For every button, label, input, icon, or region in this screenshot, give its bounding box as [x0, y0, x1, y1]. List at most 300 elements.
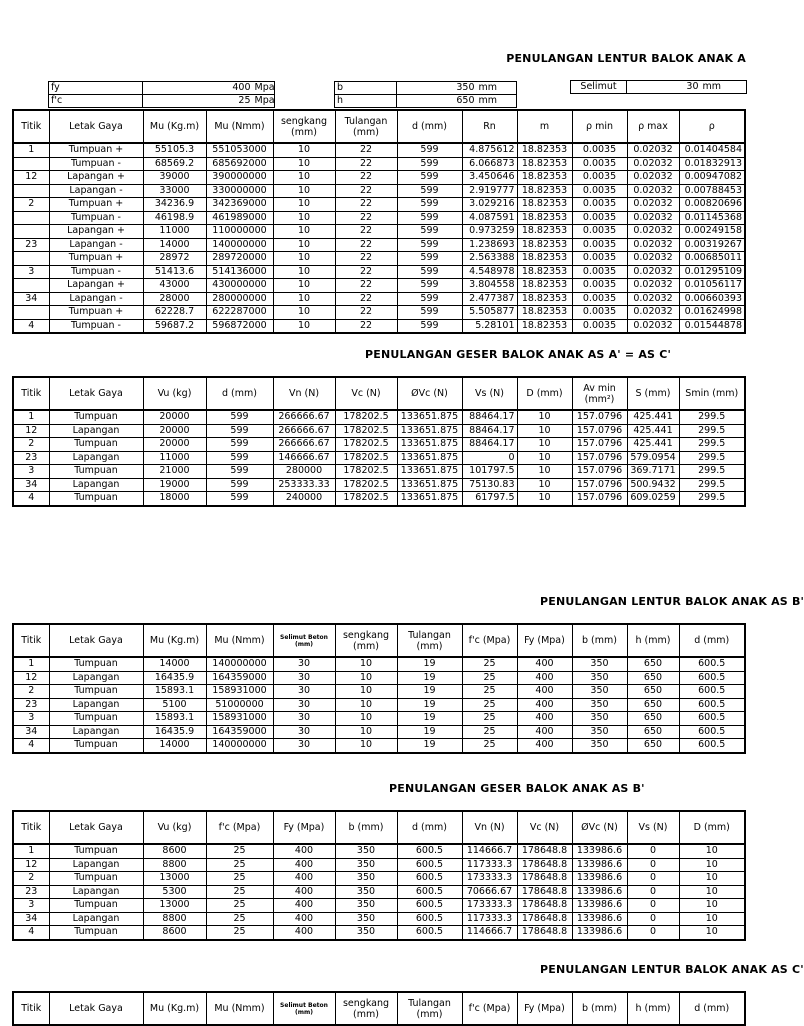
col-header: Fy (Mpa) — [273, 811, 335, 844]
table-row — [13, 685, 745, 699]
col-header: Titik — [13, 624, 49, 657]
table-cell: Tumpuan — [49, 899, 143, 913]
table-cell: 33000 — [143, 184, 206, 198]
table-cell — [13, 252, 49, 266]
table-cell: 10 — [335, 698, 397, 712]
table-cell: 600.5 — [679, 657, 745, 671]
table-cell: Tumpuan - — [49, 319, 143, 333]
col-header: S (mm) — [627, 377, 679, 410]
col-header: Mu (Nmm) — [206, 110, 273, 143]
table-cell: 350 — [335, 858, 397, 872]
table-cell: 173333.3 — [462, 899, 517, 913]
table-cell: 34 — [13, 912, 49, 926]
table-row — [13, 265, 745, 279]
table-cell: 158931000 — [206, 685, 273, 699]
table-cell: 0 — [627, 872, 679, 886]
table-cell: 158931000 — [206, 712, 273, 726]
table-cell: 140000000 — [206, 657, 273, 671]
table-cell: 178202.5 — [335, 465, 397, 479]
table-cell: 0.02032 — [627, 306, 679, 320]
table-cell: 10 — [335, 712, 397, 726]
table-cell: 289720000 — [206, 252, 273, 266]
table-row — [13, 844, 745, 858]
table-cell: 350 — [335, 912, 397, 926]
table-cell: Tumpuan + — [49, 143, 143, 157]
table-cell: 30 — [273, 712, 335, 726]
table-cell: 157.0796 — [572, 438, 627, 452]
table-cell: Lapangan — [49, 725, 143, 739]
table-cell: 114666.7 — [462, 844, 517, 858]
table-cell: 22 — [335, 292, 397, 306]
table-row — [13, 238, 745, 252]
table-cell: 22 — [335, 225, 397, 239]
table-cell: 8800 — [143, 858, 206, 872]
table-cell: 0.02032 — [627, 184, 679, 198]
table-cell: 0.02032 — [627, 319, 679, 333]
table-cell: 0.01145368 — [679, 211, 745, 225]
col-header: b (mm) — [572, 992, 627, 1025]
table-cell: 0.01295109 — [679, 265, 745, 279]
table-cell: 500.9432 — [627, 478, 679, 492]
table-row — [13, 912, 745, 926]
table-cell: 18.82353 — [517, 184, 572, 198]
table-row — [13, 424, 745, 438]
table-cell: Tumpuan — [49, 739, 143, 753]
table-cell: 350 — [335, 899, 397, 913]
table-cell: 13000 — [143, 899, 206, 913]
table-cell: 117333.3 — [462, 912, 517, 926]
table-cell: 22 — [335, 265, 397, 279]
table-cell: 0.02032 — [627, 225, 679, 239]
table-cell: 0.02032 — [627, 211, 679, 225]
table-row — [13, 306, 745, 320]
table-cell: 400 — [273, 899, 335, 913]
table-cell: 0.02032 — [627, 265, 679, 279]
lentur-b-header-row — [13, 624, 745, 657]
table-cell: 10 — [273, 198, 335, 212]
table-cell: 70666.67 — [462, 885, 517, 899]
table-cell: 22 — [335, 279, 397, 293]
table-cell: 164359000 — [206, 671, 273, 685]
table-cell: 10 — [679, 858, 745, 872]
table-cell: 599 — [397, 198, 462, 212]
table-cell: 25 — [462, 685, 517, 699]
col-header: ρ max — [627, 110, 679, 143]
table-cell: 650 — [627, 725, 679, 739]
table-cell: 0.0035 — [572, 211, 627, 225]
b-label: b — [335, 82, 397, 95]
table-cell: 10 — [517, 465, 572, 479]
table-cell: 157.0796 — [572, 451, 627, 465]
table-cell: 12 — [13, 424, 49, 438]
col-header: Titik — [13, 377, 49, 410]
col-header: b (mm) — [335, 811, 397, 844]
table-cell — [13, 157, 49, 171]
table-cell: 51413.6 — [143, 265, 206, 279]
table-cell: 14000 — [143, 657, 206, 671]
lentur-c-table — [12, 991, 746, 1026]
table-row — [13, 698, 745, 712]
col-header: sengkang (mm) — [335, 992, 397, 1025]
table-row — [13, 858, 745, 872]
table-cell: 25 — [206, 885, 273, 899]
table-cell: Tumpuan - — [49, 265, 143, 279]
table-cell: 25 — [462, 725, 517, 739]
table-cell: 0.02032 — [627, 238, 679, 252]
table-cell: 10 — [335, 725, 397, 739]
table-row — [13, 143, 745, 157]
table-cell: 8600 — [143, 926, 206, 940]
table-cell: 10 — [335, 657, 397, 671]
col-header: Fy (Mpa) — [517, 624, 572, 657]
table-cell: 0.02032 — [627, 171, 679, 185]
table-cell: Lapangan — [49, 451, 143, 465]
table-cell: 10 — [273, 252, 335, 266]
table-cell: 62228.7 — [143, 306, 206, 320]
col-header: sengkang (mm) — [273, 110, 335, 143]
table-cell: 18.82353 — [517, 265, 572, 279]
table-row — [13, 279, 745, 293]
table-row — [13, 872, 745, 886]
table-cell: 22 — [335, 211, 397, 225]
table-cell: 599 — [206, 438, 273, 452]
table-row — [13, 739, 745, 753]
table-cell: Lapangan — [49, 671, 143, 685]
table-cell: 164359000 — [206, 725, 273, 739]
table-cell: 240000 — [273, 492, 335, 506]
table-cell: 25 — [462, 712, 517, 726]
table-cell: 0.02032 — [627, 252, 679, 266]
table-cell: 299.5 — [679, 478, 745, 492]
table-row — [13, 712, 745, 726]
table-cell: 18.82353 — [517, 211, 572, 225]
table-cell: 4.548978 — [462, 265, 517, 279]
table-cell: 0.0035 — [572, 238, 627, 252]
table-cell: 2.919777 — [462, 184, 517, 198]
table-cell: 10 — [273, 306, 335, 320]
table-cell: 2 — [13, 872, 49, 886]
table-cell: 430000000 — [206, 279, 273, 293]
table-cell: 400 — [517, 739, 572, 753]
table-cell: 30 — [273, 685, 335, 699]
table-cell: 1 — [13, 844, 49, 858]
table-cell: 0.01404584 — [679, 143, 745, 157]
table-cell: 4.875612 — [462, 143, 517, 157]
table-cell: 178648.8 — [517, 912, 572, 926]
table-row — [13, 157, 745, 171]
table-cell: 133651.875 — [397, 438, 462, 452]
table-cell: 10 — [273, 279, 335, 293]
col-header: Tulangan (mm) — [335, 110, 397, 143]
table-cell: 342369000 — [206, 198, 273, 212]
table-cell: 13000 — [143, 872, 206, 886]
table-cell: Lapangan + — [49, 171, 143, 185]
table-cell: 10 — [517, 478, 572, 492]
table-cell: 10 — [273, 157, 335, 171]
table-cell: 0.02032 — [627, 157, 679, 171]
table-cell: 369.7171 — [627, 465, 679, 479]
table-cell: 18.82353 — [517, 171, 572, 185]
table-cell: 400 — [517, 671, 572, 685]
table-cell: 133651.875 — [397, 478, 462, 492]
table-cell: 0.01056117 — [679, 279, 745, 293]
table-cell: 10 — [517, 451, 572, 465]
table-cell: 400 — [273, 885, 335, 899]
col-header: Vu (kg) — [143, 377, 206, 410]
table-cell: 0 — [627, 844, 679, 858]
table-cell: 10 — [273, 171, 335, 185]
table-cell: 400 — [273, 872, 335, 886]
table-cell: 23 — [13, 451, 49, 465]
table-cell: 600.5 — [397, 872, 462, 886]
table-cell: 173333.3 — [462, 872, 517, 886]
table-cell: 2.477387 — [462, 292, 517, 306]
table-cell: 600.5 — [679, 698, 745, 712]
table-cell: 0.00820696 — [679, 198, 745, 212]
table-cell: 18.82353 — [517, 292, 572, 306]
table-cell: 400 — [273, 912, 335, 926]
table-cell: 0.973259 — [462, 225, 517, 239]
table-cell: 599 — [397, 171, 462, 185]
table-cell: 18.82353 — [517, 306, 572, 320]
table-cell: 4 — [13, 319, 49, 333]
col-header: Letak Gaya — [49, 811, 143, 844]
table-cell: 0.0035 — [572, 279, 627, 293]
table-cell: 280000 — [273, 465, 335, 479]
table-cell: Tumpuan - — [49, 157, 143, 171]
table-cell: 16435.9 — [143, 671, 206, 685]
table-cell: 350 — [572, 685, 627, 699]
table-cell: 114666.7 — [462, 926, 517, 940]
table-cell: 22 — [335, 198, 397, 212]
table-row — [13, 926, 745, 940]
lentur-a-title: PENULANGAN LENTUR BALOK ANAK A — [506, 52, 746, 65]
table-cell: 0.0035 — [572, 157, 627, 171]
table-cell: 0.02032 — [627, 143, 679, 157]
table-cell: 30 — [273, 671, 335, 685]
table-cell: 22 — [335, 238, 397, 252]
table-cell: 39000 — [143, 171, 206, 185]
col-header: d (mm) — [679, 624, 745, 657]
table-cell: 22 — [335, 157, 397, 171]
table-cell: 157.0796 — [572, 478, 627, 492]
col-header: b (mm) — [572, 624, 627, 657]
table-cell: 350 — [335, 844, 397, 858]
col-header: Titik — [13, 811, 49, 844]
table-cell: Tumpuan + — [49, 198, 143, 212]
table-cell — [13, 184, 49, 198]
table-cell: 299.5 — [679, 492, 745, 506]
table-cell: 10 — [273, 265, 335, 279]
table-cell: 178648.8 — [517, 926, 572, 940]
col-header: Letak Gaya — [49, 624, 143, 657]
table-cell: 101797.5 — [462, 465, 517, 479]
table-cell: 19 — [397, 698, 462, 712]
table-cell: 330000000 — [206, 184, 273, 198]
table-cell: 599 — [206, 465, 273, 479]
h-value: 650 — [397, 95, 477, 108]
table-cell: 600.5 — [397, 899, 462, 913]
table-cell: 12 — [13, 858, 49, 872]
table-cell: 25 — [206, 858, 273, 872]
table-cell: 0.02032 — [627, 279, 679, 293]
table-cell: 4 — [13, 739, 49, 753]
table-cell: 425.441 — [627, 410, 679, 424]
table-cell: 34 — [13, 725, 49, 739]
col-header: Mu (Kg.m) — [143, 624, 206, 657]
table-cell: 0.0035 — [572, 171, 627, 185]
table-row — [13, 292, 745, 306]
table-row — [13, 478, 745, 492]
params-b-h — [334, 81, 517, 108]
table-cell: Lapangan - — [49, 292, 143, 306]
col-header: Av min (mm²) — [572, 377, 627, 410]
lentur-a-table — [12, 109, 746, 334]
table-cell: 30 — [273, 698, 335, 712]
table-cell: 25 — [462, 657, 517, 671]
table-cell: 0 — [627, 858, 679, 872]
col-header: Vn (N) — [273, 377, 335, 410]
table-cell: 599 — [397, 279, 462, 293]
table-cell: 0 — [627, 899, 679, 913]
table-cell: 23 — [13, 238, 49, 252]
table-cell: 21000 — [143, 465, 206, 479]
table-cell: 350 — [572, 657, 627, 671]
table-cell: 10 — [273, 292, 335, 306]
table-cell: 599 — [206, 424, 273, 438]
table-cell: Tumpuan — [49, 872, 143, 886]
table-cell: 350 — [572, 712, 627, 726]
lentur-c-title: PENULANGAN LENTUR BALOK ANAK AS C' — [540, 963, 804, 976]
table-cell: 400 — [517, 657, 572, 671]
table-cell: Lapangan — [49, 912, 143, 926]
table-cell: 10 — [679, 899, 745, 913]
geser-b-table — [12, 810, 746, 941]
table-row — [13, 225, 745, 239]
table-row — [13, 438, 745, 452]
col-header: f'c (Mpa) — [206, 811, 273, 844]
table-cell: 88464.17 — [462, 424, 517, 438]
table-cell: 10 — [517, 492, 572, 506]
table-cell: 10 — [273, 184, 335, 198]
table-row — [13, 465, 745, 479]
table-cell: Lapangan - — [49, 238, 143, 252]
table-cell: 59687.2 — [143, 319, 206, 333]
table-cell: 25 — [206, 872, 273, 886]
table-cell: 10 — [679, 912, 745, 926]
table-cell: 0.0035 — [572, 225, 627, 239]
table-cell: Lapangan — [49, 858, 143, 872]
table-cell: 10 — [335, 739, 397, 753]
col-header: Mu (Kg.m) — [143, 992, 206, 1025]
table-cell: 3.450646 — [462, 171, 517, 185]
table-cell: 0.00249158 — [679, 225, 745, 239]
col-header: f'c (Mpa) — [462, 624, 517, 657]
table-cell: 350 — [572, 725, 627, 739]
table-cell: 650 — [627, 712, 679, 726]
table-cell: 25 — [462, 698, 517, 712]
col-header: d (mm) — [679, 992, 745, 1025]
table-cell: 0 — [462, 451, 517, 465]
table-cell: 650 — [627, 698, 679, 712]
table-row — [13, 671, 745, 685]
table-cell: Lapangan — [49, 885, 143, 899]
table-cell — [13, 225, 49, 239]
table-cell: 157.0796 — [572, 492, 627, 506]
col-header: ρ min — [572, 110, 627, 143]
table-cell: 25 — [206, 926, 273, 940]
table-cell: 0.0035 — [572, 306, 627, 320]
table-cell: 350 — [335, 926, 397, 940]
table-cell: 599 — [397, 157, 462, 171]
geser-a-title: PENULANGAN GESER BALOK ANAK AS A' = AS C' — [365, 348, 672, 361]
table-cell: Tumpuan — [49, 465, 143, 479]
table-cell: 10 — [679, 926, 745, 940]
table-row — [13, 492, 745, 506]
table-cell: 157.0796 — [572, 424, 627, 438]
col-header: d (mm) — [397, 110, 462, 143]
table-cell: 157.0796 — [572, 410, 627, 424]
table-cell: 579.0954 — [627, 451, 679, 465]
table-cell: Tumpuan - — [49, 211, 143, 225]
table-cell: 599 — [397, 319, 462, 333]
table-cell: 15893.1 — [143, 712, 206, 726]
table-cell: Lapangan - — [49, 184, 143, 198]
table-row — [13, 725, 745, 739]
table-cell: 600.5 — [679, 712, 745, 726]
table-cell: Tumpuan — [49, 844, 143, 858]
table-cell: 609.0259 — [627, 492, 679, 506]
table-cell: 400 — [517, 698, 572, 712]
table-cell: 133651.875 — [397, 410, 462, 424]
col-header: Vs (N) — [462, 377, 517, 410]
b-unit: mm — [477, 82, 517, 95]
table-cell: 2 — [13, 438, 49, 452]
table-cell: 390000000 — [206, 171, 273, 185]
table-cell: 10 — [517, 438, 572, 452]
table-cell: 6.066873 — [462, 157, 517, 171]
table-cell: 146666.67 — [273, 451, 335, 465]
table-cell: Lapangan — [49, 478, 143, 492]
table-cell: 299.5 — [679, 451, 745, 465]
table-cell: 3.029216 — [462, 198, 517, 212]
table-cell: 3 — [13, 899, 49, 913]
table-cell: Tumpuan + — [49, 252, 143, 266]
table-cell: 19 — [397, 725, 462, 739]
table-cell: 22 — [335, 252, 397, 266]
table-cell: 61797.5 — [462, 492, 517, 506]
table-cell: Tumpuan — [49, 438, 143, 452]
col-header: Tulangan (mm) — [397, 992, 462, 1025]
table-cell: 0.01624998 — [679, 306, 745, 320]
table-cell: 34 — [13, 478, 49, 492]
table-cell: 10 — [679, 844, 745, 858]
geser-a-header-row — [13, 377, 745, 410]
col-header: Fy (Mpa) — [517, 992, 572, 1025]
table-cell: 25 — [206, 899, 273, 913]
table-cell: 178648.8 — [517, 844, 572, 858]
table-cell: 0.00660393 — [679, 292, 745, 306]
table-row — [13, 211, 745, 225]
table-cell: 34 — [13, 292, 49, 306]
table-cell: 599 — [397, 306, 462, 320]
table-cell: 599 — [397, 252, 462, 266]
table-row — [13, 184, 745, 198]
col-header: Vn (N) — [462, 811, 517, 844]
col-header: h (mm) — [627, 624, 679, 657]
fy-value: 400 — [143, 82, 253, 95]
table-cell: 20000 — [143, 424, 206, 438]
